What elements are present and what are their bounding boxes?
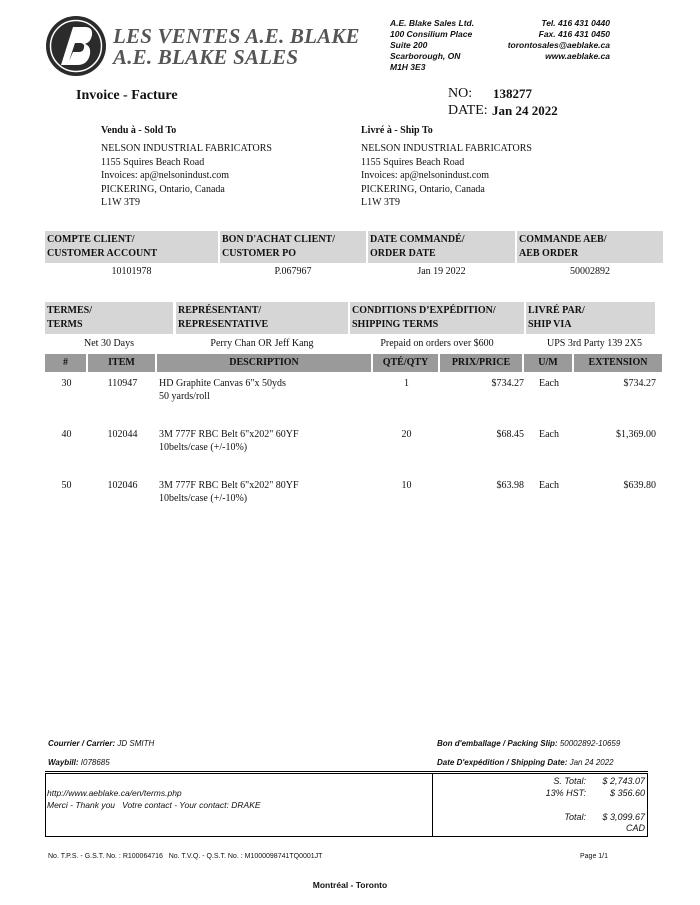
cities: Montréal - Toronto [312,880,388,890]
sold-to-line: PICKERING, Ontario, Canada [101,183,225,195]
row-description [159,479,373,505]
items-table-header [45,354,662,372]
col-price: PRIX/PRICE [440,354,524,372]
row-extension: $639.80 [623,480,656,491]
description-line: 10belts/case (+/-10%) [159,442,248,453]
waybill-label: Waybill: [48,758,79,767]
address-line: 100 Consilium Place [390,29,473,39]
row-num: 30 [61,378,72,389]
customer-account-header [45,231,218,263]
col-extension: EXTENSION [574,354,662,372]
shipping-terms-header [350,302,524,334]
row-um: Each [539,429,559,440]
page-number: Page 1/1 [580,853,609,860]
totals-divider [432,773,433,837]
carrier [48,739,154,748]
sold-to-heading: Vendu à - Sold To [101,125,177,136]
customer-po-value: P.067967 [274,266,312,277]
invoice-no-value: 138277 [493,86,532,101]
row-item: 110947 [107,378,138,389]
row-qty: 20 [401,429,412,440]
order-date-header [368,231,515,263]
description-line: 50 yards/roll [159,391,210,402]
ship-to-heading: Livré à - Ship To [361,125,433,136]
col-item: ITEM [88,354,157,372]
ship-via-header [526,302,655,334]
row-price: $68.45 [496,429,524,440]
description-line: 3M 777F RBC Belt 6"x202" 60YF [159,429,299,440]
packing-slip-value: 50002892-10659 [559,739,621,748]
shipping-terms-value: Prepaid on orders over $600 [380,338,494,349]
ship-via-value: UPS 3rd Party 139 2X5 [546,338,642,349]
terms-info-header [45,302,655,334]
sold-to-address [101,142,272,210]
shipping-date-value: Jan 24 2022 [569,758,614,767]
address-line: A.E. Blake Sales Ltd. [390,18,475,28]
description-line: 3M 777F RBC Belt 6"x202" 80YF [159,480,299,491]
representative-value: Perry Chan OR Jeff Kang [210,338,314,349]
row-num: 50 [61,480,72,491]
order-info-header [45,231,663,263]
invoice-title: Invoice - Facture [76,88,178,103]
table-row [45,428,662,456]
row-description [159,428,373,454]
aeb-order-value: 50002892 [570,266,610,277]
customer-po-header [220,231,366,263]
order-date-value: Jan 19 2022 [417,266,466,277]
total-value: $ 3,099.67 [602,812,645,822]
row-description [159,377,373,403]
row-um: Each [539,378,559,389]
ship-to-line: Invoices: ap@nelsonindust.com [361,170,490,181]
header-line: REPRÉSENTANT/ [178,305,262,316]
table-row [45,377,662,405]
customer-account-value: 10101978 [111,266,152,277]
total-label: Total: [564,812,586,822]
subtotal-value: $ 2,743.07 [602,776,645,786]
phone: Tel. 416 431 0440 [541,18,610,28]
hst-value: $ 356.60 [609,788,645,798]
header-line: BON D'ACHAT CLIENT/ [222,234,335,245]
email: torontosales@aeblake.ca [507,40,610,50]
description-line: HD Graphite Canvas 6"x 50yds [159,378,286,389]
row-qty: 10 [401,480,412,491]
table-row [45,479,662,507]
row-price: $734.27 [491,378,524,389]
company-name-fr: LES VENTES A.E. BLAKE [113,24,360,48]
sold-to-line: Invoices: ap@nelsonindust.com [101,170,230,181]
row-num: 40 [61,429,72,440]
address-line: Suite 200 [390,40,428,50]
sold-to-line: L1W 3T9 [101,197,140,208]
currency: CAD [625,823,645,833]
packing-slip [437,739,620,748]
shipping-date [437,758,614,767]
shipping-date-label: Date D'expédition / Shipping Date: [437,758,568,767]
header-line: AEB ORDER [519,248,579,259]
carrier-value: JD SMITH [117,739,155,748]
header-line: DATE COMMANDÉ/ [370,234,465,245]
ship-to-line: 1155 Squires Beach Road [361,156,465,168]
row-um: Each [539,480,559,491]
footer-divider [45,771,648,772]
row-qty: 1 [404,378,409,389]
invoice-date-value: Jan 24 2022 [492,103,558,118]
terms-value: Net 30 Days [84,338,134,349]
header-line: CUSTOMER PO [222,248,296,259]
address-line: Scarborough, ON [390,51,461,61]
hst-label: 13% HST: [545,788,586,798]
row-item: 102044 [107,429,138,440]
subtotal-label: S. Total: [553,776,586,786]
row-item: 102046 [107,480,138,491]
header-line: COMPTE CLIENT/ [47,234,135,245]
invoice-no-label: NO: [448,86,473,101]
col-qty: QTÉ/QTY [373,354,440,372]
terms-header [45,302,173,334]
aeb-order-header [517,231,663,263]
row-price: $63.98 [496,480,524,491]
col-num: # [45,354,88,372]
ship-to-line: L1W 3T9 [361,197,400,208]
header-line: COMMANDE AEB/ [519,234,607,245]
header-line: SHIP VIA [528,319,572,330]
waybill [48,758,110,767]
header-line: REPRESENTATIVE [178,319,269,330]
company-name-en: A.E. BLAKE SALES [113,45,299,69]
terms-link[interactable]: http://www.aeblake.ca/en/terms.php [47,788,182,798]
header-line: CUSTOMER ACCOUNT [47,248,158,259]
col-um: U/M [524,354,574,372]
tax-numbers: No. T.P.S. - G.S.T. No. : R100064716 No. T.V.Q. - Q.S.T. No. : M1000098741TQ0001JT [48,853,323,860]
waybill-value: I078685 [80,758,110,767]
header-line: ORDER DATE [370,248,436,259]
header-line: CONDITIONS D’EXPÉDITION/ [352,305,496,316]
description-line: 10belts/case (+/-10%) [159,493,248,504]
ship-to-line: NELSON INDUSTRIAL FABRICATORS [361,143,532,154]
sold-to-line: NELSON INDUSTRIAL FABRICATORS [101,143,272,154]
header-line: TERMES/ [47,305,93,316]
col-description: DESCRIPTION [157,354,373,372]
sold-to-line: 1155 Squires Beach Road [101,156,205,168]
company-logo [45,15,107,77]
header-line: SHIPPING TERMS [352,319,439,330]
representative-header [176,302,348,334]
row-extension: $1,369.00 [616,429,656,440]
ship-to-address [361,142,532,210]
address-line: M1H 3E3 [390,62,426,72]
thank-you-contact: Merci - Thank you Votre contact - Your contact: DRAKE [47,800,261,810]
header-line: LIVRÉ PAR/ [528,305,585,316]
header-line: TERMS [47,319,83,330]
packing-slip-label: Bon d'emballage / Packing Slip: [437,739,558,748]
terms-info-values [45,338,663,352]
carrier-label: Courrier / Carrier: [48,739,116,748]
order-info-values [45,266,663,280]
website: www.aeblake.ca [545,51,610,61]
invoice-date-label: DATE: [448,103,488,118]
company-contact [460,18,610,62]
fax: Fax. 416 431 0450 [538,29,610,39]
ship-to-line: PICKERING, Ontario, Canada [361,183,485,195]
row-extension: $734.27 [623,378,656,389]
